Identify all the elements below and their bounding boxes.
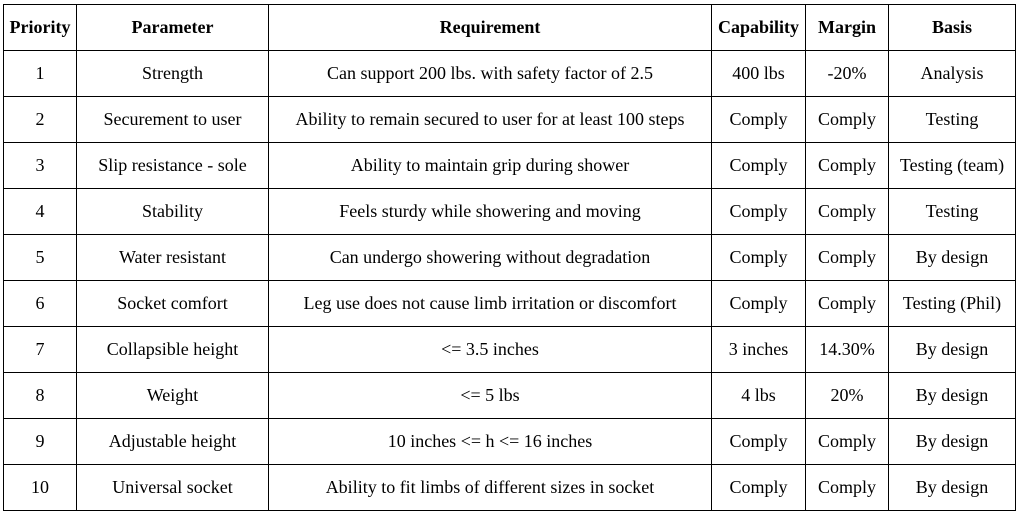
cell-parameter: Water resistant xyxy=(77,235,269,281)
cell-capability: 3 inches xyxy=(712,327,806,373)
cell-parameter: Strength xyxy=(77,51,269,97)
cell-basis: By design xyxy=(889,373,1016,419)
cell-capability: Comply xyxy=(712,419,806,465)
cell-margin: Comply xyxy=(806,235,889,281)
requirements-table xyxy=(3,4,1016,511)
cell-requirement: Feels sturdy while showering and moving xyxy=(269,189,712,235)
cell-priority: 10 xyxy=(4,465,77,511)
cell-parameter: Weight xyxy=(77,373,269,419)
header-requirement: Requirement xyxy=(269,5,712,51)
cell-capability: Comply xyxy=(712,235,806,281)
cell-margin: Comply xyxy=(806,189,889,235)
table-row xyxy=(4,189,1016,235)
cell-requirement: Ability to maintain grip during shower xyxy=(269,143,712,189)
table-row xyxy=(4,327,1016,373)
cell-basis: Testing xyxy=(889,97,1016,143)
cell-requirement: <= 5 lbs xyxy=(269,373,712,419)
cell-requirement: <= 3.5 inches xyxy=(269,327,712,373)
cell-requirement: Can undergo showering without degradation xyxy=(269,235,712,281)
cell-priority: 7 xyxy=(4,327,77,373)
header-basis: Basis xyxy=(889,5,1016,51)
cell-requirement: 10 inches <= h <= 16 inches xyxy=(269,419,712,465)
table-body xyxy=(4,51,1016,511)
cell-priority: 4 xyxy=(4,189,77,235)
header-priority: Priority xyxy=(4,5,77,51)
cell-parameter: Collapsible height xyxy=(77,327,269,373)
cell-requirement: Ability to remain secured to user for at least 100 steps xyxy=(269,97,712,143)
cell-capability: Comply xyxy=(712,143,806,189)
table-row xyxy=(4,143,1016,189)
cell-priority: 2 xyxy=(4,97,77,143)
cell-priority: 9 xyxy=(4,419,77,465)
header-parameter: Parameter xyxy=(77,5,269,51)
cell-margin: Comply xyxy=(806,97,889,143)
cell-parameter: Securement to user xyxy=(77,97,269,143)
cell-margin: 14.30% xyxy=(806,327,889,373)
cell-parameter: Stability xyxy=(77,189,269,235)
cell-priority: 8 xyxy=(4,373,77,419)
cell-basis: By design xyxy=(889,235,1016,281)
header-margin: Margin xyxy=(806,5,889,51)
table-row xyxy=(4,281,1016,327)
cell-capability: Comply xyxy=(712,97,806,143)
table-row xyxy=(4,373,1016,419)
cell-priority: 6 xyxy=(4,281,77,327)
cell-capability: 4 lbs xyxy=(712,373,806,419)
cell-basis: Testing (Phil) xyxy=(889,281,1016,327)
cell-basis: By design xyxy=(889,327,1016,373)
cell-margin: -20% xyxy=(806,51,889,97)
cell-requirement: Can support 200 lbs. with safety factor of 2.5 xyxy=(269,51,712,97)
cell-basis: By design xyxy=(889,419,1016,465)
cell-priority: 5 xyxy=(4,235,77,281)
cell-requirement: Ability to fit limbs of different sizes in socket xyxy=(269,465,712,511)
cell-margin: Comply xyxy=(806,281,889,327)
cell-priority: 3 xyxy=(4,143,77,189)
cell-margin: 20% xyxy=(806,373,889,419)
table-header xyxy=(4,5,1016,51)
cell-basis: Analysis xyxy=(889,51,1016,97)
table-row xyxy=(4,419,1016,465)
table-row xyxy=(4,51,1016,97)
cell-margin: Comply xyxy=(806,419,889,465)
cell-capability: Comply xyxy=(712,189,806,235)
cell-margin: Comply xyxy=(806,465,889,511)
cell-requirement: Leg use does not cause limb irritation or discomfort xyxy=(269,281,712,327)
cell-parameter: Slip resistance - sole xyxy=(77,143,269,189)
cell-capability: Comply xyxy=(712,465,806,511)
cell-margin: Comply xyxy=(806,143,889,189)
cell-parameter: Adjustable height xyxy=(77,419,269,465)
table-row xyxy=(4,235,1016,281)
cell-parameter: Socket comfort xyxy=(77,281,269,327)
table-row xyxy=(4,465,1016,511)
cell-capability: 400 lbs xyxy=(712,51,806,97)
cell-basis: Testing xyxy=(889,189,1016,235)
cell-capability: Comply xyxy=(712,281,806,327)
header-row xyxy=(4,5,1016,51)
table-row xyxy=(4,97,1016,143)
cell-basis: By design xyxy=(889,465,1016,511)
cell-parameter: Universal socket xyxy=(77,465,269,511)
header-capability: Capability xyxy=(712,5,806,51)
cell-priority: 1 xyxy=(4,51,77,97)
cell-basis: Testing (team) xyxy=(889,143,1016,189)
